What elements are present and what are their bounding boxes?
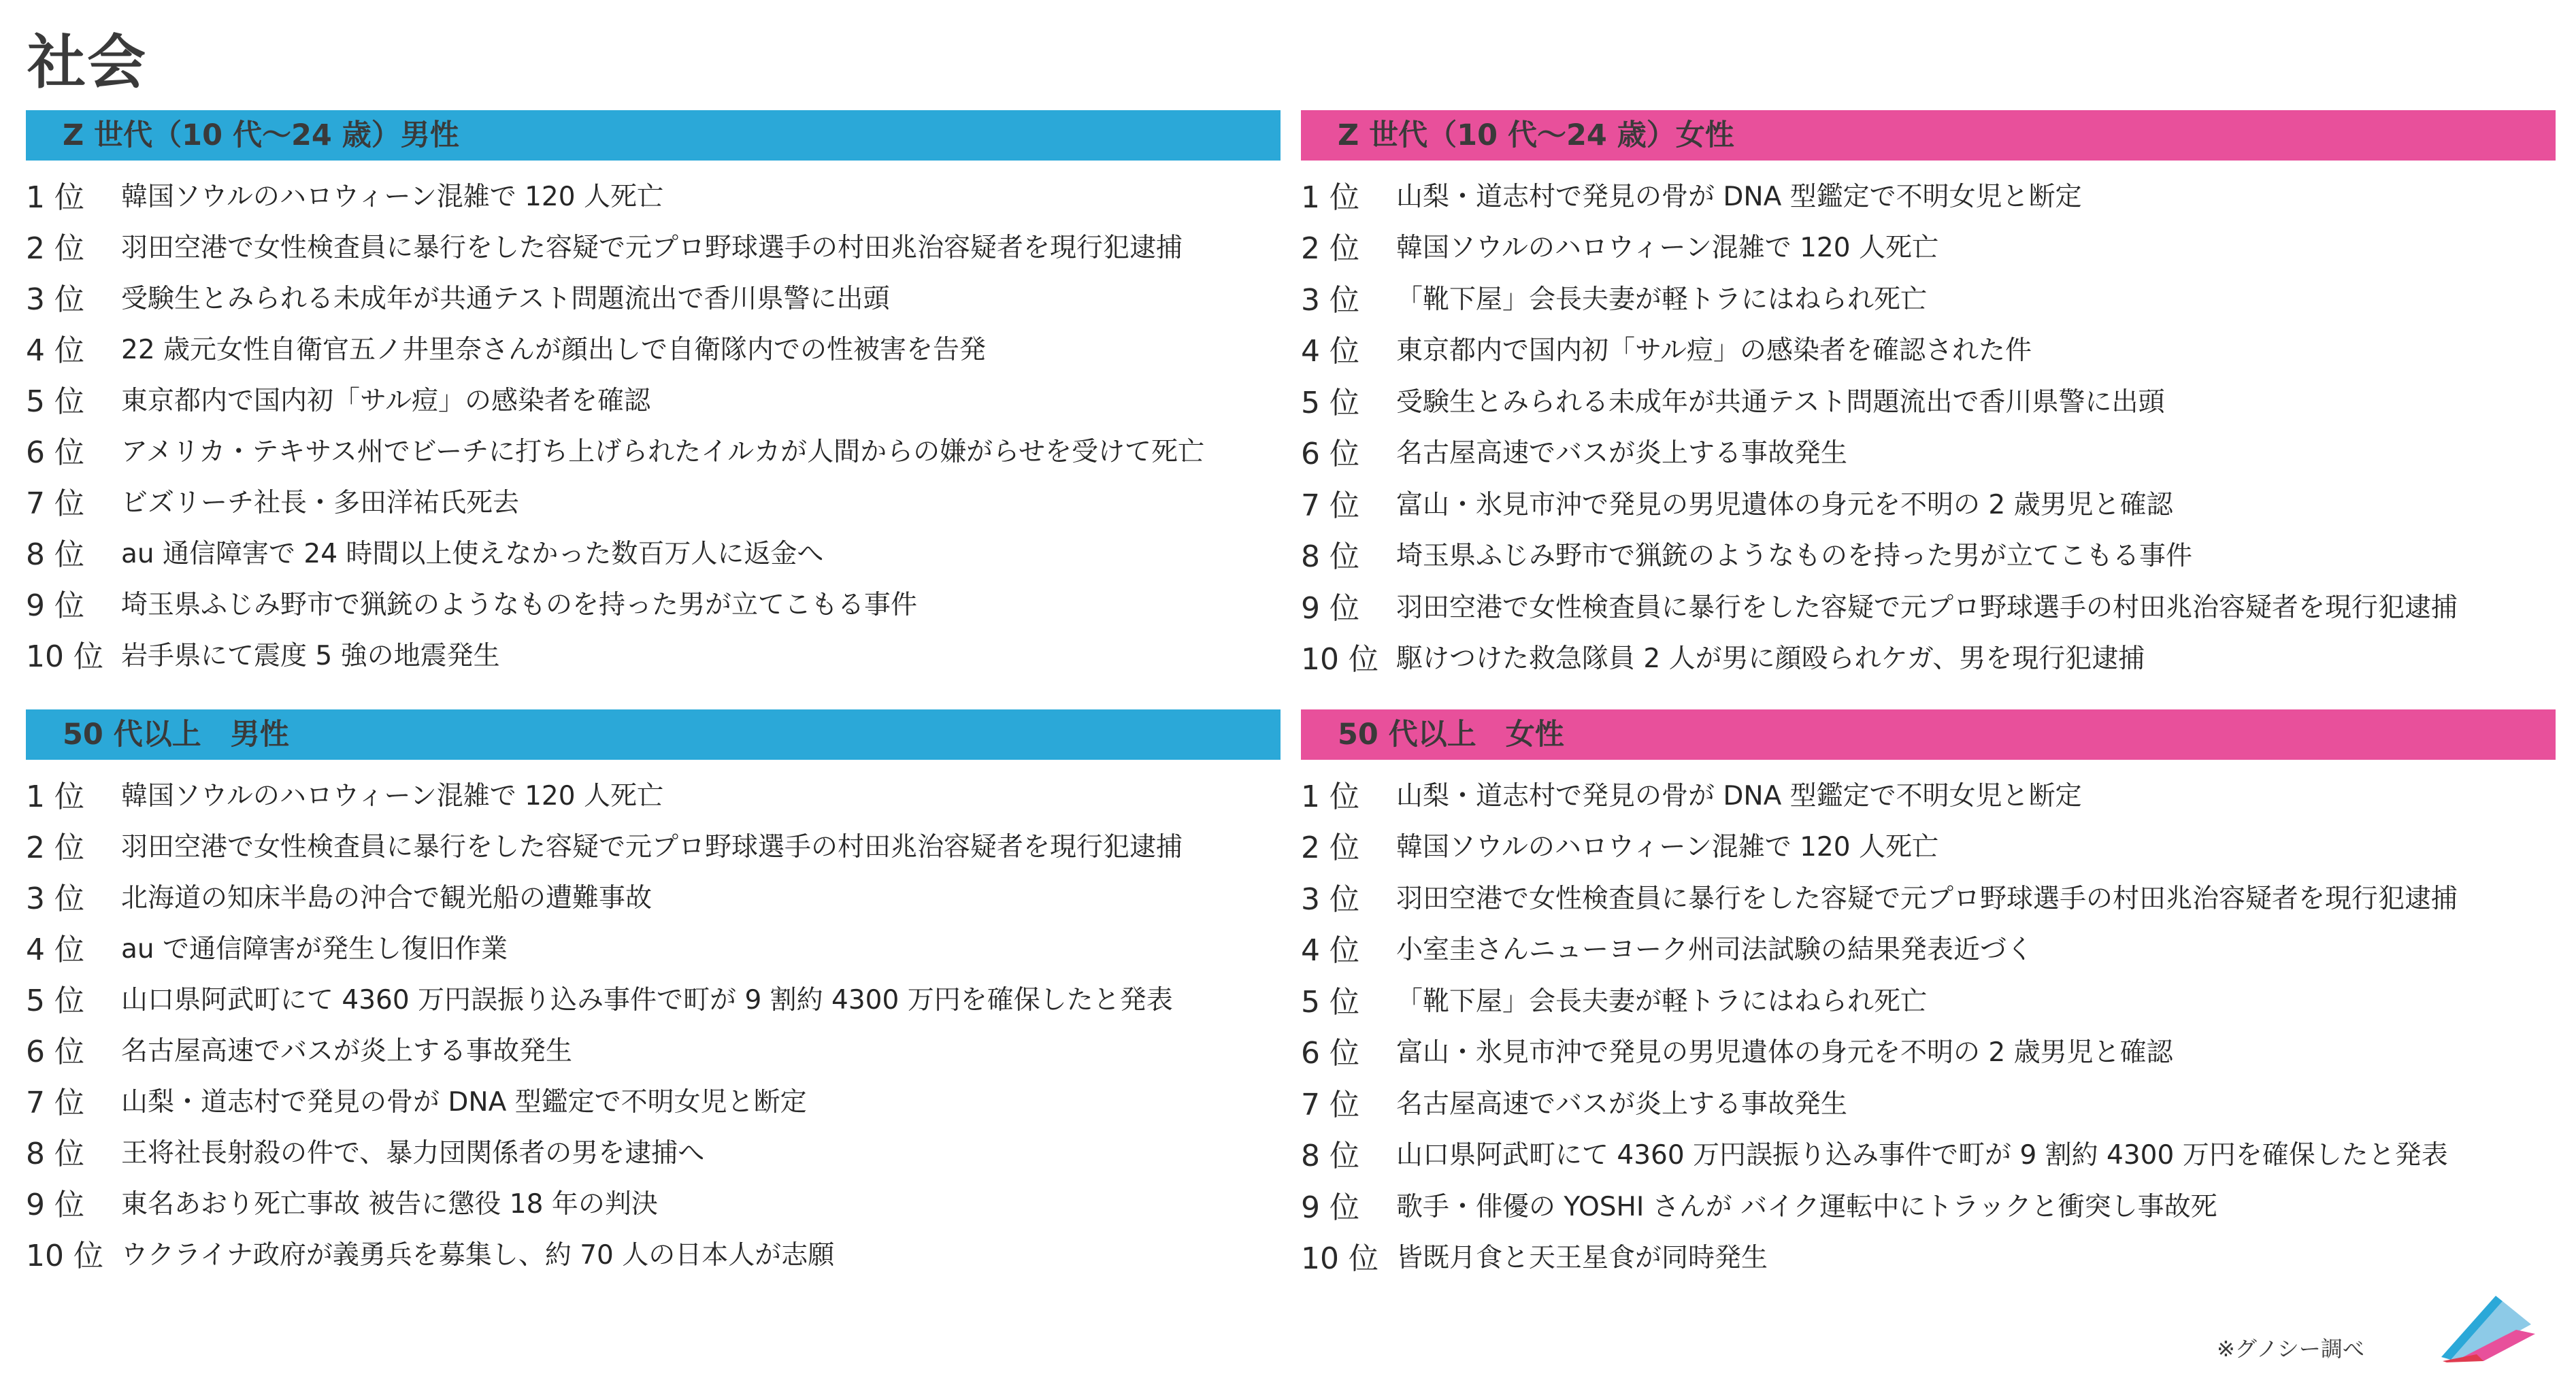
ranking-section-genz-female xyxy=(1301,110,2556,682)
rank-number: 10 位 xyxy=(26,639,103,674)
news-headline: 東京都内で国内初「サル痘」の感染者を確認 xyxy=(121,385,651,416)
rank-number: 3 位 xyxy=(26,881,84,916)
ranking-item xyxy=(1301,374,2556,426)
news-headline: 「靴下屋」会長夫妻が軽トラにはねられ死亡 xyxy=(1396,986,1928,1017)
news-headline: 王将社長射殺の件で、暴力団関係者の男を逮捕へ xyxy=(121,1137,705,1169)
rank-number: 9 位 xyxy=(1301,590,1359,626)
section-header: 50 代以上 女性 xyxy=(1301,709,2556,760)
ranking-section-50plus-male xyxy=(26,709,1281,1278)
rank-number: 5 位 xyxy=(26,384,84,419)
ranking-item xyxy=(26,972,1281,1023)
rank-number: 7 位 xyxy=(26,486,84,521)
news-headline: 名古屋高速でバスが炎上する事故発生 xyxy=(1396,438,1848,469)
rank-number: 9 位 xyxy=(26,1187,84,1222)
ranking-item xyxy=(26,1023,1281,1074)
ranking-item xyxy=(1301,580,2556,631)
ranking-list xyxy=(26,169,1281,679)
news-headline: 山梨・道志村で発見の骨が DNA 型鑑定で不明女児と断定 xyxy=(1396,780,2082,811)
ranking-item xyxy=(26,870,1281,921)
news-headline: 羽田空港で女性検査員に暴行をした容疑で元プロ野球選手の村田兆治容疑者を現行犯逮捕 xyxy=(121,831,1183,862)
rank-number: 8 位 xyxy=(1301,1139,1359,1174)
news-headline: 皆既月食と天王星食が同時発生 xyxy=(1396,1243,1768,1274)
rank-number: 3 位 xyxy=(1301,282,1359,318)
ranking-item xyxy=(26,819,1281,870)
news-headline: au 通信障害で 24 時間以上使えなかった数百万人に返金へ xyxy=(121,538,824,569)
ranking-item xyxy=(26,220,1281,271)
rank-number: 6 位 xyxy=(1301,437,1359,472)
rank-number: 3 位 xyxy=(1301,882,1359,917)
ranking-list xyxy=(1301,169,2556,682)
rank-number: 10 位 xyxy=(1301,642,1378,677)
news-headline: 山口県阿武町にて 4360 万円誤振り込み事件で町が 9 割約 4300 万円を確保したと発表 xyxy=(121,984,1173,1016)
rank-number: 6 位 xyxy=(1301,1036,1359,1071)
ranking-item xyxy=(1301,973,2556,1025)
news-headline: 富山・氷見市沖で発見の男児遺体の身元を不明の 2 歳男児と確認 xyxy=(1396,489,2173,520)
news-headline: 羽田空港で女性検査員に暴行をした容疑で元プロ野球選手の村田兆治容疑者を現行犯逮捕 xyxy=(121,232,1183,263)
news-headline: 受験生とみられる未成年が共通テスト問題流出で香川県警に出頭 xyxy=(121,283,890,314)
news-headline: au で通信障害が発生し復旧作業 xyxy=(121,933,508,965)
news-headline: 名古屋高速でバスが炎上する事故発生 xyxy=(121,1035,573,1067)
rank-number: 5 位 xyxy=(1301,984,1359,1020)
news-headline: 羽田空港で女性検査員に暴行をした容疑で元プロ野球選手の村田兆治容疑者を現行犯逮捕 xyxy=(1396,883,2458,914)
ranking-item xyxy=(26,1176,1281,1227)
rank-number: 10 位 xyxy=(1301,1241,1378,1277)
rank-number: 5 位 xyxy=(26,983,84,1018)
ranking-item xyxy=(26,1227,1281,1278)
ranking-item xyxy=(1301,323,2556,375)
news-headline: ビズリーチ社長・多田洋祐氏死去 xyxy=(121,487,520,518)
ranking-item xyxy=(1301,1230,2556,1282)
news-headline: 山口県阿武町にて 4360 万円誤振り込み事件で町が 9 割約 4300 万円を確保したと発表 xyxy=(1396,1140,2448,1171)
news-headline: 韓国ソウルのハロウィーン混雑で 120 人死亡 xyxy=(121,780,663,811)
rank-number: 7 位 xyxy=(1301,1087,1359,1122)
rank-number: 7 位 xyxy=(26,1085,84,1120)
ranking-item xyxy=(26,271,1281,322)
news-headline: 韓国ソウルのハロウィーン混雑で 120 人死亡 xyxy=(1396,832,1938,863)
news-headline: 山梨・道志村で発見の骨が DNA 型鑑定で不明女児と断定 xyxy=(121,1086,807,1118)
news-headline: 名古屋高速でバスが炎上する事故発生 xyxy=(1396,1088,1848,1120)
news-headline: 東名あおり死亡事故 被告に懲役 18 年の判決 xyxy=(121,1188,658,1220)
rank-number: 7 位 xyxy=(1301,488,1359,523)
section-header: Z 世代（10 代〜24 歳）女性 xyxy=(1301,110,2556,161)
ranking-item xyxy=(26,921,1281,972)
ranking-item xyxy=(26,1125,1281,1176)
source-note: ※グノシー調べ xyxy=(2217,1336,2364,1362)
ranking-item xyxy=(26,768,1281,819)
news-headline: 「靴下屋」会長夫妻が軽トラにはねられ死亡 xyxy=(1396,284,1928,315)
ranking-item xyxy=(1301,426,2556,477)
ranking-item xyxy=(1301,820,2556,871)
ranking-item xyxy=(1301,871,2556,922)
ranking-item xyxy=(26,526,1281,577)
page-title: 社会 xyxy=(27,29,147,97)
news-headline: 韓国ソウルのハロウィーン混雑で 120 人死亡 xyxy=(121,181,663,212)
rank-number: 2 位 xyxy=(26,830,84,865)
ranking-item xyxy=(26,322,1281,373)
news-headline: 小室圭さんニューヨーク州司法試験の結果発表近づく xyxy=(1396,935,2034,966)
ranking-item xyxy=(1301,1025,2556,1077)
gunosy-logo-icon xyxy=(2436,1289,2538,1364)
ranking-list xyxy=(1301,768,2556,1281)
ranking-item xyxy=(1301,529,2556,580)
rank-number: 4 位 xyxy=(1301,933,1359,969)
ranking-item xyxy=(1301,1179,2556,1230)
ranking-item xyxy=(1301,768,2556,820)
ranking-item xyxy=(26,424,1281,475)
ranking-item xyxy=(1301,271,2556,323)
news-headline: 富山・氷見市沖で発見の男児遺体の身元を不明の 2 歳男児と確認 xyxy=(1396,1037,2173,1069)
news-headline: 受験生とみられる未成年が共通テスト問題流出で香川県警に出頭 xyxy=(1396,386,2165,418)
rank-number: 2 位 xyxy=(26,231,84,266)
rank-number: 8 位 xyxy=(26,537,84,572)
rank-number: 4 位 xyxy=(26,932,84,967)
rank-number: 8 位 xyxy=(26,1136,84,1171)
rank-number: 6 位 xyxy=(26,1034,84,1069)
rank-number: 1 位 xyxy=(26,180,84,215)
ranking-section-genz-male xyxy=(26,110,1281,679)
ranking-item xyxy=(26,1074,1281,1125)
rank-number: 3 位 xyxy=(26,282,84,317)
ranking-item xyxy=(26,628,1281,679)
news-headline: 羽田空港で女性検査員に暴行をした容疑で元プロ野球選手の村田兆治容疑者を現行犯逮捕 xyxy=(1396,592,2458,623)
ranking-list xyxy=(26,768,1281,1278)
rank-number: 2 位 xyxy=(1301,231,1359,267)
news-headline: 埼玉県ふじみ野市で猟銃のようなものを持った男が立てこもる事件 xyxy=(1396,541,2193,572)
rank-number: 5 位 xyxy=(1301,385,1359,420)
rank-number: 1 位 xyxy=(26,779,84,814)
ranking-item xyxy=(1301,477,2556,529)
rank-number: 1 位 xyxy=(1301,180,1359,215)
rank-number: 9 位 xyxy=(26,588,84,623)
news-headline: ウクライナ政府が義勇兵を募集し、約 70 人の日本人が志願 xyxy=(121,1239,835,1271)
ranking-item xyxy=(26,373,1281,424)
rank-number: 4 位 xyxy=(1301,334,1359,369)
section-header: Z 世代（10 代〜24 歳）男性 xyxy=(26,110,1281,161)
news-headline: 岩手県にて震度 5 強の地震発生 xyxy=(121,640,500,671)
rank-number: 10 位 xyxy=(26,1238,103,1273)
rank-number: 2 位 xyxy=(1301,831,1359,866)
ranking-item xyxy=(1301,1128,2556,1179)
ranking-item xyxy=(1301,169,2556,220)
news-headline: 埼玉県ふじみ野市で猟銃のようなものを持った男が立てこもる事件 xyxy=(121,589,918,620)
ranking-item xyxy=(26,475,1281,526)
rank-number: 1 位 xyxy=(1301,779,1359,814)
news-headline: 歌手・俳優の YOSHI さんが バイク運転中にトラックと衝突し事故死 xyxy=(1396,1191,2217,1222)
news-headline: 東京都内で国内初「サル痘」の感染者を確認された件 xyxy=(1396,335,2032,367)
ranking-section-50plus-female xyxy=(1301,709,2556,1281)
rank-number: 8 位 xyxy=(1301,539,1359,575)
ranking-item xyxy=(1301,631,2556,683)
news-headline: アメリカ・テキサス州でビーチに打ち上げられたイルカが人間からの嫌がらせを受けて死亡 xyxy=(121,436,1204,467)
ranking-item xyxy=(1301,1076,2556,1128)
ranking-item xyxy=(26,169,1281,220)
rank-number: 4 位 xyxy=(26,333,84,368)
news-headline: 韓国ソウルのハロウィーン混雑で 120 人死亡 xyxy=(1396,233,1938,264)
news-headline: 北海道の知床半島の沖合で観光船の遭難事故 xyxy=(121,882,653,914)
ranking-item xyxy=(1301,922,2556,974)
rank-number: 6 位 xyxy=(26,435,84,470)
news-headline: 山梨・道志村で発見の骨が DNA 型鑑定で不明女児と断定 xyxy=(1396,181,2082,212)
section-header: 50 代以上 男性 xyxy=(26,709,1281,760)
news-headline: 22 歳元女性自衛官五ノ井里奈さんが顔出しで自衛隊内での性被害を告発 xyxy=(121,334,987,365)
ranking-item xyxy=(26,577,1281,628)
news-headline: 駆けつけた救急隊員 2 人が男に顔殴られケガ、男を現行犯逮捕 xyxy=(1396,643,2145,675)
ranking-item xyxy=(1301,220,2556,272)
rank-number: 9 位 xyxy=(1301,1190,1359,1225)
